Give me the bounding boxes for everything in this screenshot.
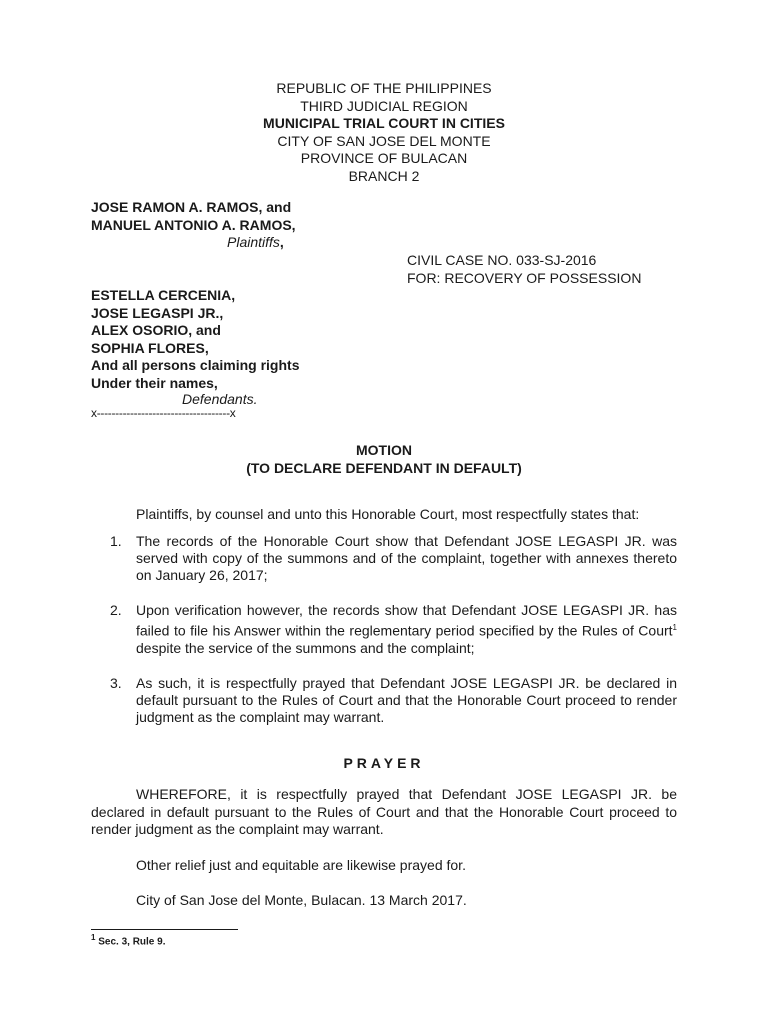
item-text: The records of the Honorable Court show that Defendant JOSE LEGASPI JR. was served with copy of the summons and of the complaint, together with annexes thereto on January 26, 2017;: [136, 533, 677, 583]
item-number: 3.: [110, 674, 122, 691]
court-header: [0, 80, 768, 185]
defendant-line: ALEX OSORIO, and: [91, 322, 221, 338]
plaintiff-name-2: MANUEL ANTONIO A. RAMOS,: [91, 216, 296, 233]
item-text-part: despite the service of the summons and the complaint;: [136, 639, 475, 656]
plaintiffs-block: [91, 199, 296, 234]
defendant-line: ESTELLA CERCENIA,: [91, 287, 236, 303]
footnote-divider: [91, 929, 238, 930]
case-number: CIVIL CASE NO. 033-SJ-2016: [407, 252, 597, 268]
header-region: THIRD JUDICIAL REGION: [300, 97, 468, 114]
motion-title: MOTION: [356, 442, 412, 458]
plaintiffs-role: [227, 234, 284, 250]
caption-separator: x------------------------------------x: [91, 406, 236, 420]
footnote-text: Sec. 3, Rule 9.: [95, 936, 166, 948]
defendants-block: [91, 287, 299, 392]
header-republic: REPUBLIC OF THE PHILIPPINES: [276, 80, 492, 96]
item-number: 2.: [110, 602, 122, 618]
plaintiffs-role-comma: ,: [279, 234, 284, 250]
header-city: CITY OF SAN JOSE DEL MONTE: [277, 132, 491, 149]
relief-paragraph: Other relief just and equitable are likewise prayed for.: [136, 857, 466, 873]
prayer-paragraph: WHEREFORE, it is respectfully prayed that Defendant JOSE LEGASPI JR. be declared in default pursuant to the Rules of Court and that the Honorable Court proceed to render judgment as the complaint may warrant.: [91, 786, 677, 837]
prayer-heading: PRAYER: [343, 755, 425, 771]
motion-subtitle: (TO DECLARE DEFENDANT IN DEFAULT): [246, 459, 522, 476]
defendant-line: Under their names,: [91, 374, 218, 391]
item-number: 1.: [110, 533, 122, 549]
plaintiffs-role-label: Plaintiffs: [227, 234, 280, 250]
item-text-part: Upon verification however, the records show that Defendant JOSE LEGASPI JR. has failed to file his Answer within the reglementary period specified by the Rules of Court: [136, 602, 677, 639]
item-text: As such, it is respectfully prayed that Defendant JOSE LEGASPI JR. be declared in default pursuant to the Rules of Court and that the Honorable Court proceed to render judgment as the complaint may warrant.: [136, 674, 677, 725]
defendant-line: And all persons claiming rights: [91, 357, 300, 373]
header-province: PROVINCE OF BULACAN: [300, 150, 468, 166]
list-item: [110, 533, 677, 584]
intro-paragraph: Plaintiffs, by counsel and unto this Honorable Court, most respectfully states that:: [136, 506, 640, 522]
defendant-line: JOSE LEGASPI JR.,: [91, 304, 224, 321]
plaintiff-name-1: JOSE RAMON A. RAMOS, and: [91, 199, 292, 215]
motion-title-block: [0, 442, 768, 477]
header-court: MUNICIPAL TRIAL COURT IN CITIES: [263, 115, 505, 131]
dateline: City of San Jose del Monte, Bulacan. 13 March 2017.: [136, 892, 467, 908]
defendants-role: Defendants.: [182, 391, 258, 407]
footnote-mark: 1: [91, 933, 96, 942]
numbered-allegations: [110, 533, 677, 744]
header-branch: BRANCH 2: [348, 167, 420, 184]
item-text: [136, 602, 677, 657]
case-nature: FOR: RECOVERY OF POSSESSION: [407, 270, 642, 286]
footnote: [91, 933, 166, 947]
defendant-line: SOPHIA FLORES,: [91, 339, 209, 356]
list-item: [110, 675, 677, 726]
list-item: [110, 602, 677, 657]
footnote-reference[interactable]: 1: [672, 623, 677, 632]
case-info: [407, 251, 641, 287]
